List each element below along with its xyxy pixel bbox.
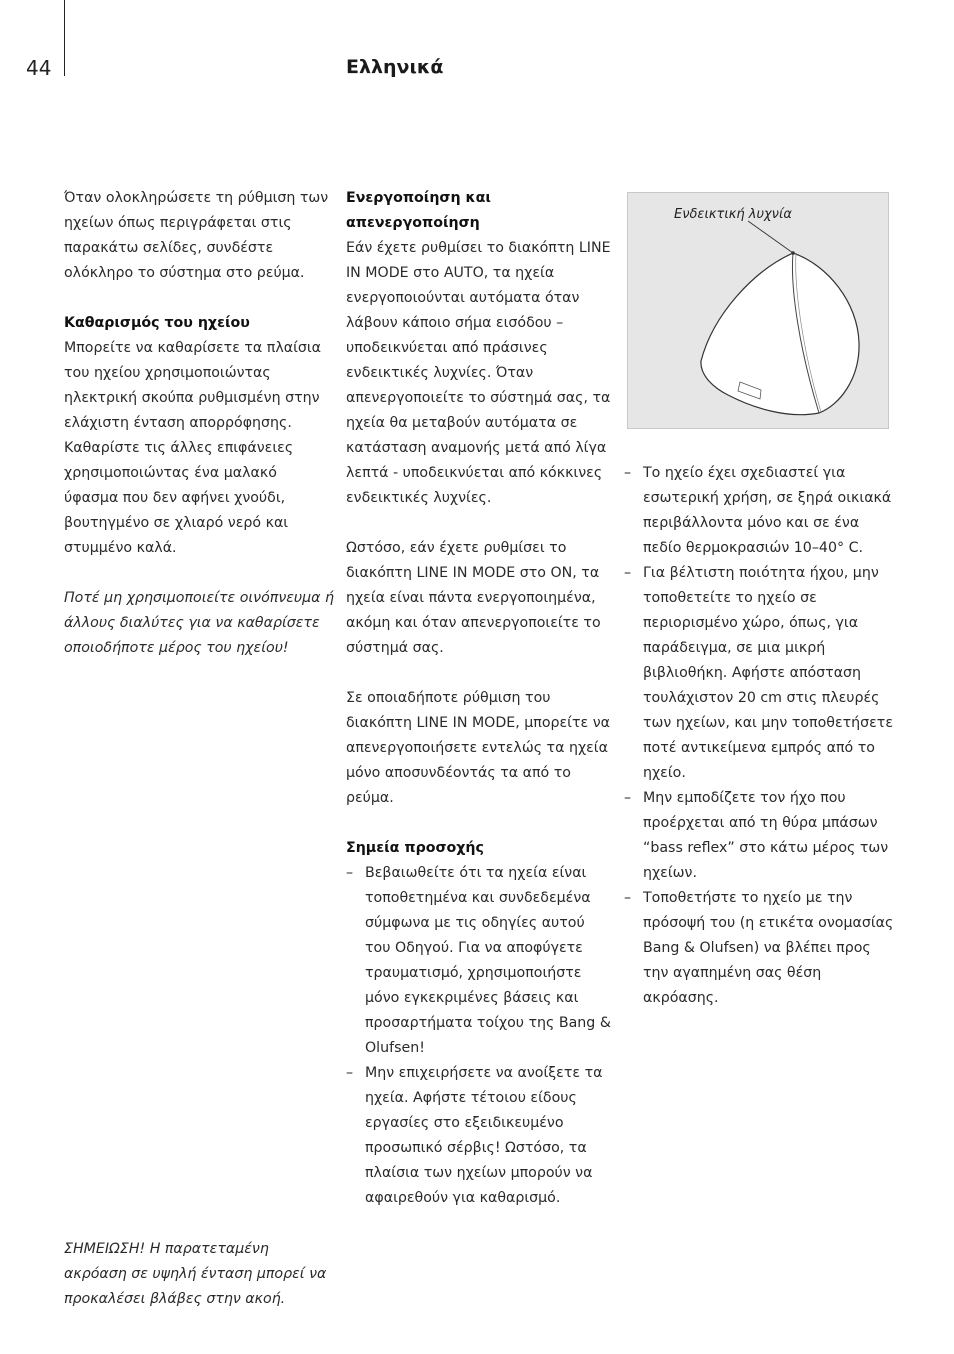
- dash-bullet: –: [346, 1065, 354, 1081]
- dash-bullet: –: [346, 865, 354, 881]
- indicator-leader-line: [748, 221, 793, 253]
- info-item-text: Μην εμποδίζετε τον ήχο που προέρχεται από τη θύρα μπάσων “bass reflex” στο κάτω μέρος των ηχείων.: [643, 790, 889, 881]
- column-middle: [346, 186, 612, 1211]
- dash-bullet: –: [624, 790, 632, 806]
- caution-item: [346, 1061, 612, 1211]
- power-heading: Ενεργοποίηση και απενεργοποίηση: [346, 190, 491, 231]
- speaker-body-outline: [701, 253, 859, 415]
- caution-item-text: Μην επιχειρήσετε να ανοίξετε τα ηχεία. Αφήστε τέτοιου είδους εργασίες στο εξειδικευμένο προσωπικό σέρβις! Ωστόσο, τα πλαίσια των ηχείων μπορούν να αφαιρεθούν για καθαρισμό.: [365, 1065, 603, 1206]
- info-item-text: Το ηχείο έχει σχεδιαστεί για εσωτερική χρήση, σε ξηρά οικιακά περιβάλλοντα μόνο και σε ένα πεδίο θερμοκρασιών 10–40° C.: [643, 465, 892, 556]
- column-left: [64, 186, 334, 661]
- caution-heading: Σημεία προσοχής: [346, 840, 484, 856]
- power-paragraph-2: Ωστόσο, εάν έχετε ρυθμίσει το διακόπτη LINE IN MODE στο ON, τα ηχεία είναι πάντα ενεργοποιημένα, ακόμη και όταν απενεργοποιείτε το σύστημά σας.: [346, 540, 601, 656]
- power-paragraph-3: Σε οποιαδήποτε ρύθμιση του διακόπτη LINE IN MODE, μπορείτε να απενεργοποιήσετε εντελώς τα ηχεία μόνο αποσυνδέοντάς τα από το ρεύμα.: [346, 690, 610, 806]
- info-item: [624, 561, 894, 786]
- dash-bullet: –: [624, 890, 632, 906]
- info-item: [624, 886, 894, 1011]
- caution-item: [346, 861, 612, 1061]
- caution-item-text: Βεβαιωθείτε ότι τα ηχεία είναι τοποθετημένα και συνδεδεμένα σύμφωνα με τις οδηγίες αυτού του Οδηγού. Για να αποφύγετε τραυματισμό, χρησιμοποιήστε μόνο εγκεκριμένες βάσεις και προσαρτήματα τοίχου της Bang & Olufsen!: [365, 865, 611, 1056]
- speaker-drawing: [628, 193, 890, 430]
- info-item-text: Για βέλτιστη ποιότητα ήχου, μην τοποθετείτε το ηχείο σε περιορισμένο χώρο, όπως, για παράδειγμα, σε μια μικρή βιβλιοθήκη. Αφήστε απόσταση τουλάχιστον 20 cm στις πλευρές των ηχείων, και μην τοποθετήσετε ποτέ αντικείμενα εμπρός από το ηχείο.: [643, 565, 894, 781]
- page-number: 44: [26, 56, 52, 80]
- solvent-warning: Ποτέ μη χρησιμοποιείτε οινόπνευμα ή άλλους διαλύτες για να καθαρίσετε οποιοδήποτε μέρος του ηχείου!: [64, 590, 335, 656]
- language-title: Ελληνικά: [346, 56, 444, 78]
- page-header-rule: [64, 0, 65, 76]
- info-item: [624, 461, 894, 561]
- hearing-note: ΣΗΜΕΙΩΣΗ! Η παρατεταμένη ακρόαση σε υψηλή ένταση μπορεί να προκαλέσει βλάβες στην ακοή.: [64, 1241, 327, 1307]
- intro-paragraph: Όταν ολοκληρώσετε τη ρύθμιση των ηχείων όπως περιγράφεται στις παρακάτω σελίδες, συνδέστε ολόκληρο το σύστημα στο ρεύμα.: [64, 190, 329, 281]
- indicator-light-dot: [791, 251, 795, 255]
- info-item-text: Τοποθετήστε το ηχείο με την πρόσοψή του (η ετικέτα ονομασίας Bang & Olufsen) να βλέπει προς την αγαπημένη σας θέση ακρόασης.: [643, 890, 894, 1006]
- cleaning-heading: Καθαρισμός του ηχείου: [64, 315, 250, 331]
- dash-bullet: –: [624, 565, 632, 581]
- power-paragraph-1: Εάν έχετε ρυθμίσει το διακόπτη LINE IN MODE στο AUTO, τα ηχεία ενεργοποιούνται αυτόματα όταν λάβουν κάποιο σήμα εισόδου – υποδεικνύεται από πράσινες ενδεικτικές λυχνίες. Όταν απενεργοποιείτε το σύστημά σας, τα ηχεία θα μεταβούν αυτόματα σε κατάσταση αναμονής μετά από λίγα λεπτά - υποδεικνύεται από κόκκινες ενδεικτικές λυχνίες.: [346, 240, 611, 506]
- dash-bullet: –: [624, 465, 632, 481]
- speaker-illustration: [627, 192, 889, 429]
- indicator-light-label: Ενδεικτική λυχνία: [674, 207, 792, 222]
- column-right: [624, 461, 894, 1011]
- info-item: [624, 786, 894, 886]
- cleaning-paragraph: Μπορείτε να καθαρίσετε τα πλαίσια του ηχείου χρησιμοποιώντας ηλεκτρική σκούπα ρυθμισμένη στην ελάχιστη ένταση απορρόφησης. Καθαρίστε τις άλλες επιφάνειες χρησιμοποιώντας ένα μαλακό ύφασμα που δεν αφήνει χνούδι, βουτηγμένο σε χλιαρό νερό και στυμμένο καλά.: [64, 340, 322, 556]
